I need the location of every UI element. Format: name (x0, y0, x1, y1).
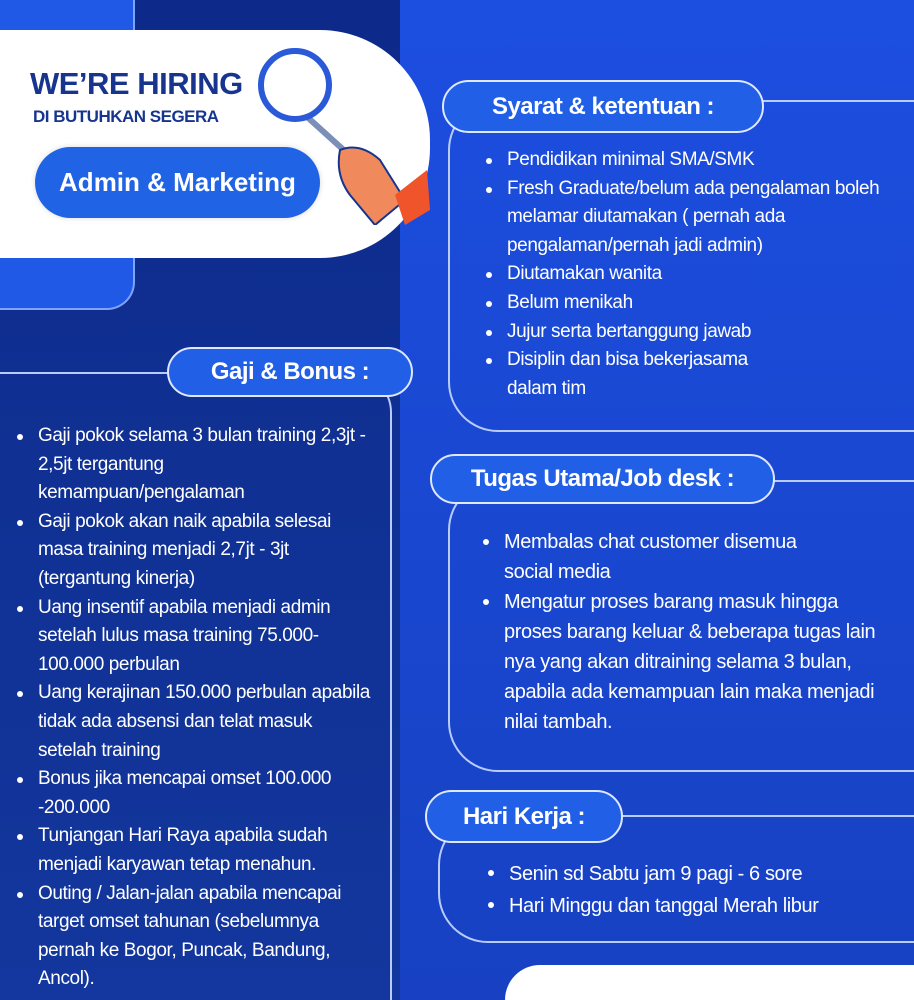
hari-list (485, 858, 905, 922)
list-item: Tunjangan Hari Raya apabila sudah menjadi karyawan tetap menahun. (14, 822, 370, 879)
list-item: Outing / Jalan-jalan apabila mencapai target omset tahunan (sebelumnya pernah ke Bogor, Puncak, Bandung, Ancol). (14, 880, 370, 994)
list-item: Jujur serta bertanggung jawab (483, 318, 883, 347)
list-item: Fresh Graduate/belum ada pengalaman boleh melamar diutamakan ( pernah ada pengalaman/pernah jadi admin) (483, 175, 883, 261)
list-item: Senin sd Sabtu jam 9 pagi - 6 sore (485, 858, 905, 890)
gaji-heading: Gaji & Bonus : (167, 347, 413, 397)
list-item: Pendidikan minimal SMA/SMK (483, 146, 883, 175)
list-item: Diutamakan wanita (483, 260, 883, 289)
list-item: Mengatur proses barang masuk hingga proses barang keluar & beberapa tugas lain nya yang akan ditraining selama 3 bulan, apabila ada kemampuan lain maka menjadi nilai tambah. (480, 587, 890, 737)
tugas-heading: Tugas Utama/Job desk : (430, 454, 775, 504)
list-item: Bonus jika mencapai omset 100.000 -200.000 (14, 765, 370, 822)
list-item: Uang insentif apabila menjadi admin setelah lulus masa training 75.000-100.000 perbulan (14, 594, 370, 680)
list-item: Disiplin dan bisa bekerjasama dalam tim (483, 346, 783, 403)
gaji-list (14, 422, 370, 994)
list-item: Uang kerajinan 150.000 perbulan apabila tidak ada absensi dan telat masuk setelah training (14, 679, 370, 765)
list-item: Belum menikah (483, 289, 883, 318)
list-item: Membalas chat customer disemua social media (480, 527, 840, 587)
hiring-title: WE’RE HIRING (30, 66, 243, 101)
syarat-list (483, 146, 883, 403)
hari-heading: Hari Kerja : (425, 790, 623, 843)
syarat-heading: Syarat & ketentuan : (442, 80, 764, 133)
magnifier-hand-icon (255, 45, 430, 225)
tugas-list (480, 527, 890, 737)
list-item: Hari Minggu dan tanggal Merah libur (485, 890, 905, 922)
list-item: Gaji pokok selama 3 bulan training 2,3jt - 2,5jt tergantung kemampuan/pengalaman (14, 422, 370, 508)
hiring-subtitle: DI BUTUHKAN SEGERA (33, 107, 219, 126)
list-item: Gaji pokok akan naik apabila selesai masa training menjadi 2,7jt - 3jt (tergantung kinerja) (14, 508, 370, 594)
role-badge: Admin & Marketing (35, 147, 320, 218)
bottom-card (505, 965, 914, 1000)
